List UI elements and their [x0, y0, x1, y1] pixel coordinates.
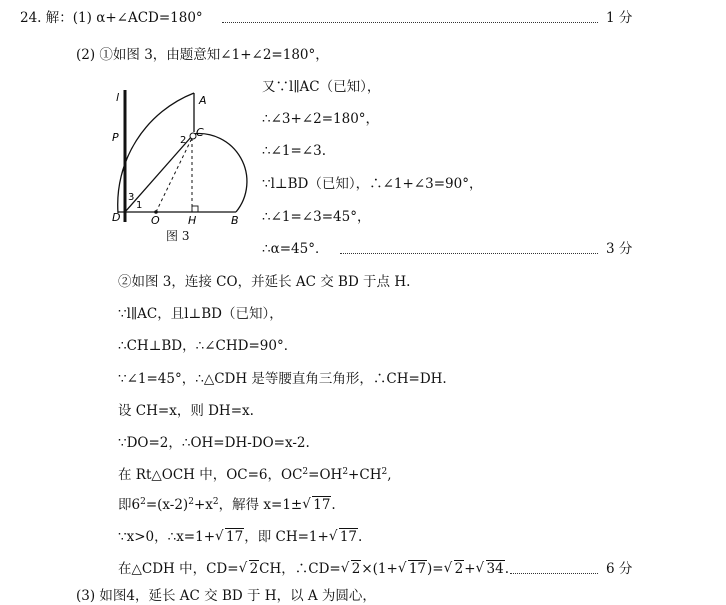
s9-a: 在△CDH 中，CD=	[118, 561, 239, 577]
sqrt-17-b: √ 17	[215, 528, 244, 546]
sqrt-2-b: √ 2	[341, 560, 362, 578]
s8-a: ∵x>0，∴x=1+	[118, 529, 216, 545]
s7-b: =(x-2)	[145, 497, 189, 513]
s9-f: .	[504, 561, 509, 577]
part1-label: (1)	[72, 10, 92, 26]
s6-a: 在 Rt△OCH 中，OC=6，OC	[118, 467, 303, 483]
s7-a: 即6	[118, 497, 141, 513]
figure-3	[108, 88, 258, 238]
small-arc	[192, 133, 247, 212]
part3	[76, 587, 376, 605]
s7-e: .	[331, 497, 336, 513]
sqrt-2-c: √ 2	[444, 560, 465, 578]
step-9-score: 6 分	[606, 561, 633, 577]
step-3: ∵∠1=45°，∴△CDH 是等腰直角三角形，∴CH=DH.	[118, 371, 447, 387]
s9-e: +	[464, 561, 476, 577]
sqrt-2-a: √ 2	[239, 560, 260, 578]
step-8	[118, 528, 362, 546]
part1-dots	[222, 22, 598, 23]
sqrt-17-c: √ 17	[329, 528, 358, 546]
step-0: ②如图 3，连接 CO，并延长 AC 交 BD 于点 H.	[118, 274, 411, 290]
s7-sup2: 2	[188, 497, 194, 507]
step-7	[118, 496, 336, 514]
part3-text: 如图4，延长 AC 交 BD 于 H，以 A 为圆心，	[99, 588, 376, 604]
s6-d: ,	[387, 467, 392, 483]
label-D: D	[112, 211, 121, 224]
s7-sup3: 2	[212, 497, 219, 507]
label-l: l	[116, 91, 120, 104]
s9-b: CH，∴CD=	[259, 561, 341, 577]
right-angle-mark	[192, 206, 198, 212]
sqrt-17-d: √ 17	[398, 560, 427, 578]
sqrt-17-a: √ 17	[302, 496, 331, 514]
reason-6-dots	[340, 253, 598, 254]
s8-b: ，即 CH=1+	[244, 529, 329, 545]
step-1: ∵l∥AC，且l⊥BD（已知），	[118, 306, 283, 322]
part1-score: 1 分	[606, 10, 633, 26]
s6-sup1: 2	[302, 467, 309, 477]
step-4: 设 CH=x，则 DH=x.	[118, 403, 254, 419]
jie-label: 解：	[45, 10, 73, 26]
step-5: ∵DO=2，∴OH=DH-DO=x-2.	[118, 435, 310, 451]
s7-d: ，解得 x=1±	[218, 497, 303, 513]
reason-4: ∵l⊥BD（已知），∴∠1+∠3=90°，	[262, 176, 483, 192]
label-B: B	[231, 214, 239, 227]
reason-3: ∴∠1=∠3.	[262, 143, 326, 159]
step-2: ∴CH⊥BD，∴∠CHD=90°．	[118, 338, 298, 354]
label-1: 1	[136, 200, 143, 211]
label-A: A	[199, 94, 207, 107]
step-9	[118, 560, 509, 578]
part3-label: (3)	[76, 588, 96, 604]
segment-OC	[156, 138, 192, 212]
s9-c: ×(1+	[361, 561, 398, 577]
reason-6: ∴α=45°．	[262, 241, 329, 257]
reason-6-score: 3 分	[606, 241, 633, 257]
label-2: 2	[180, 135, 187, 146]
s6-sup2: 2	[342, 467, 349, 477]
s6-sup3: 2	[381, 467, 388, 477]
reason-1: 又∵l∥AC（已知），	[262, 79, 381, 95]
question-number	[20, 9, 203, 27]
s7-c: +x	[193, 497, 213, 513]
step-9-dots	[510, 573, 598, 574]
s6-c: +CH	[348, 467, 382, 483]
part2-label: (2)	[76, 47, 96, 63]
sqrt-34: √ 34	[476, 560, 505, 578]
figure-caption: 图 3	[166, 229, 190, 243]
label-H: H	[188, 214, 197, 227]
s8-c: .	[358, 529, 363, 545]
s9-d: )=	[427, 561, 444, 577]
s6-b: =OH	[308, 467, 343, 483]
part2-intro-text: ①如图 3，由题意知∠1+∠2=180°，	[99, 47, 329, 63]
label-P: P	[112, 131, 119, 144]
q-num: 24.	[20, 10, 42, 26]
s7-sup1: 2	[140, 497, 146, 507]
label-3: 3	[128, 192, 135, 203]
part2-intro	[76, 46, 329, 64]
label-C: C	[196, 126, 204, 139]
reason-5: ∴∠1=∠3=45°，	[262, 209, 371, 225]
label-O: O	[151, 214, 160, 227]
step-6	[118, 466, 392, 484]
part1-answer: α+∠ACD=180°	[96, 10, 203, 26]
reason-2: ∴∠3+∠2=180°，	[262, 111, 380, 127]
